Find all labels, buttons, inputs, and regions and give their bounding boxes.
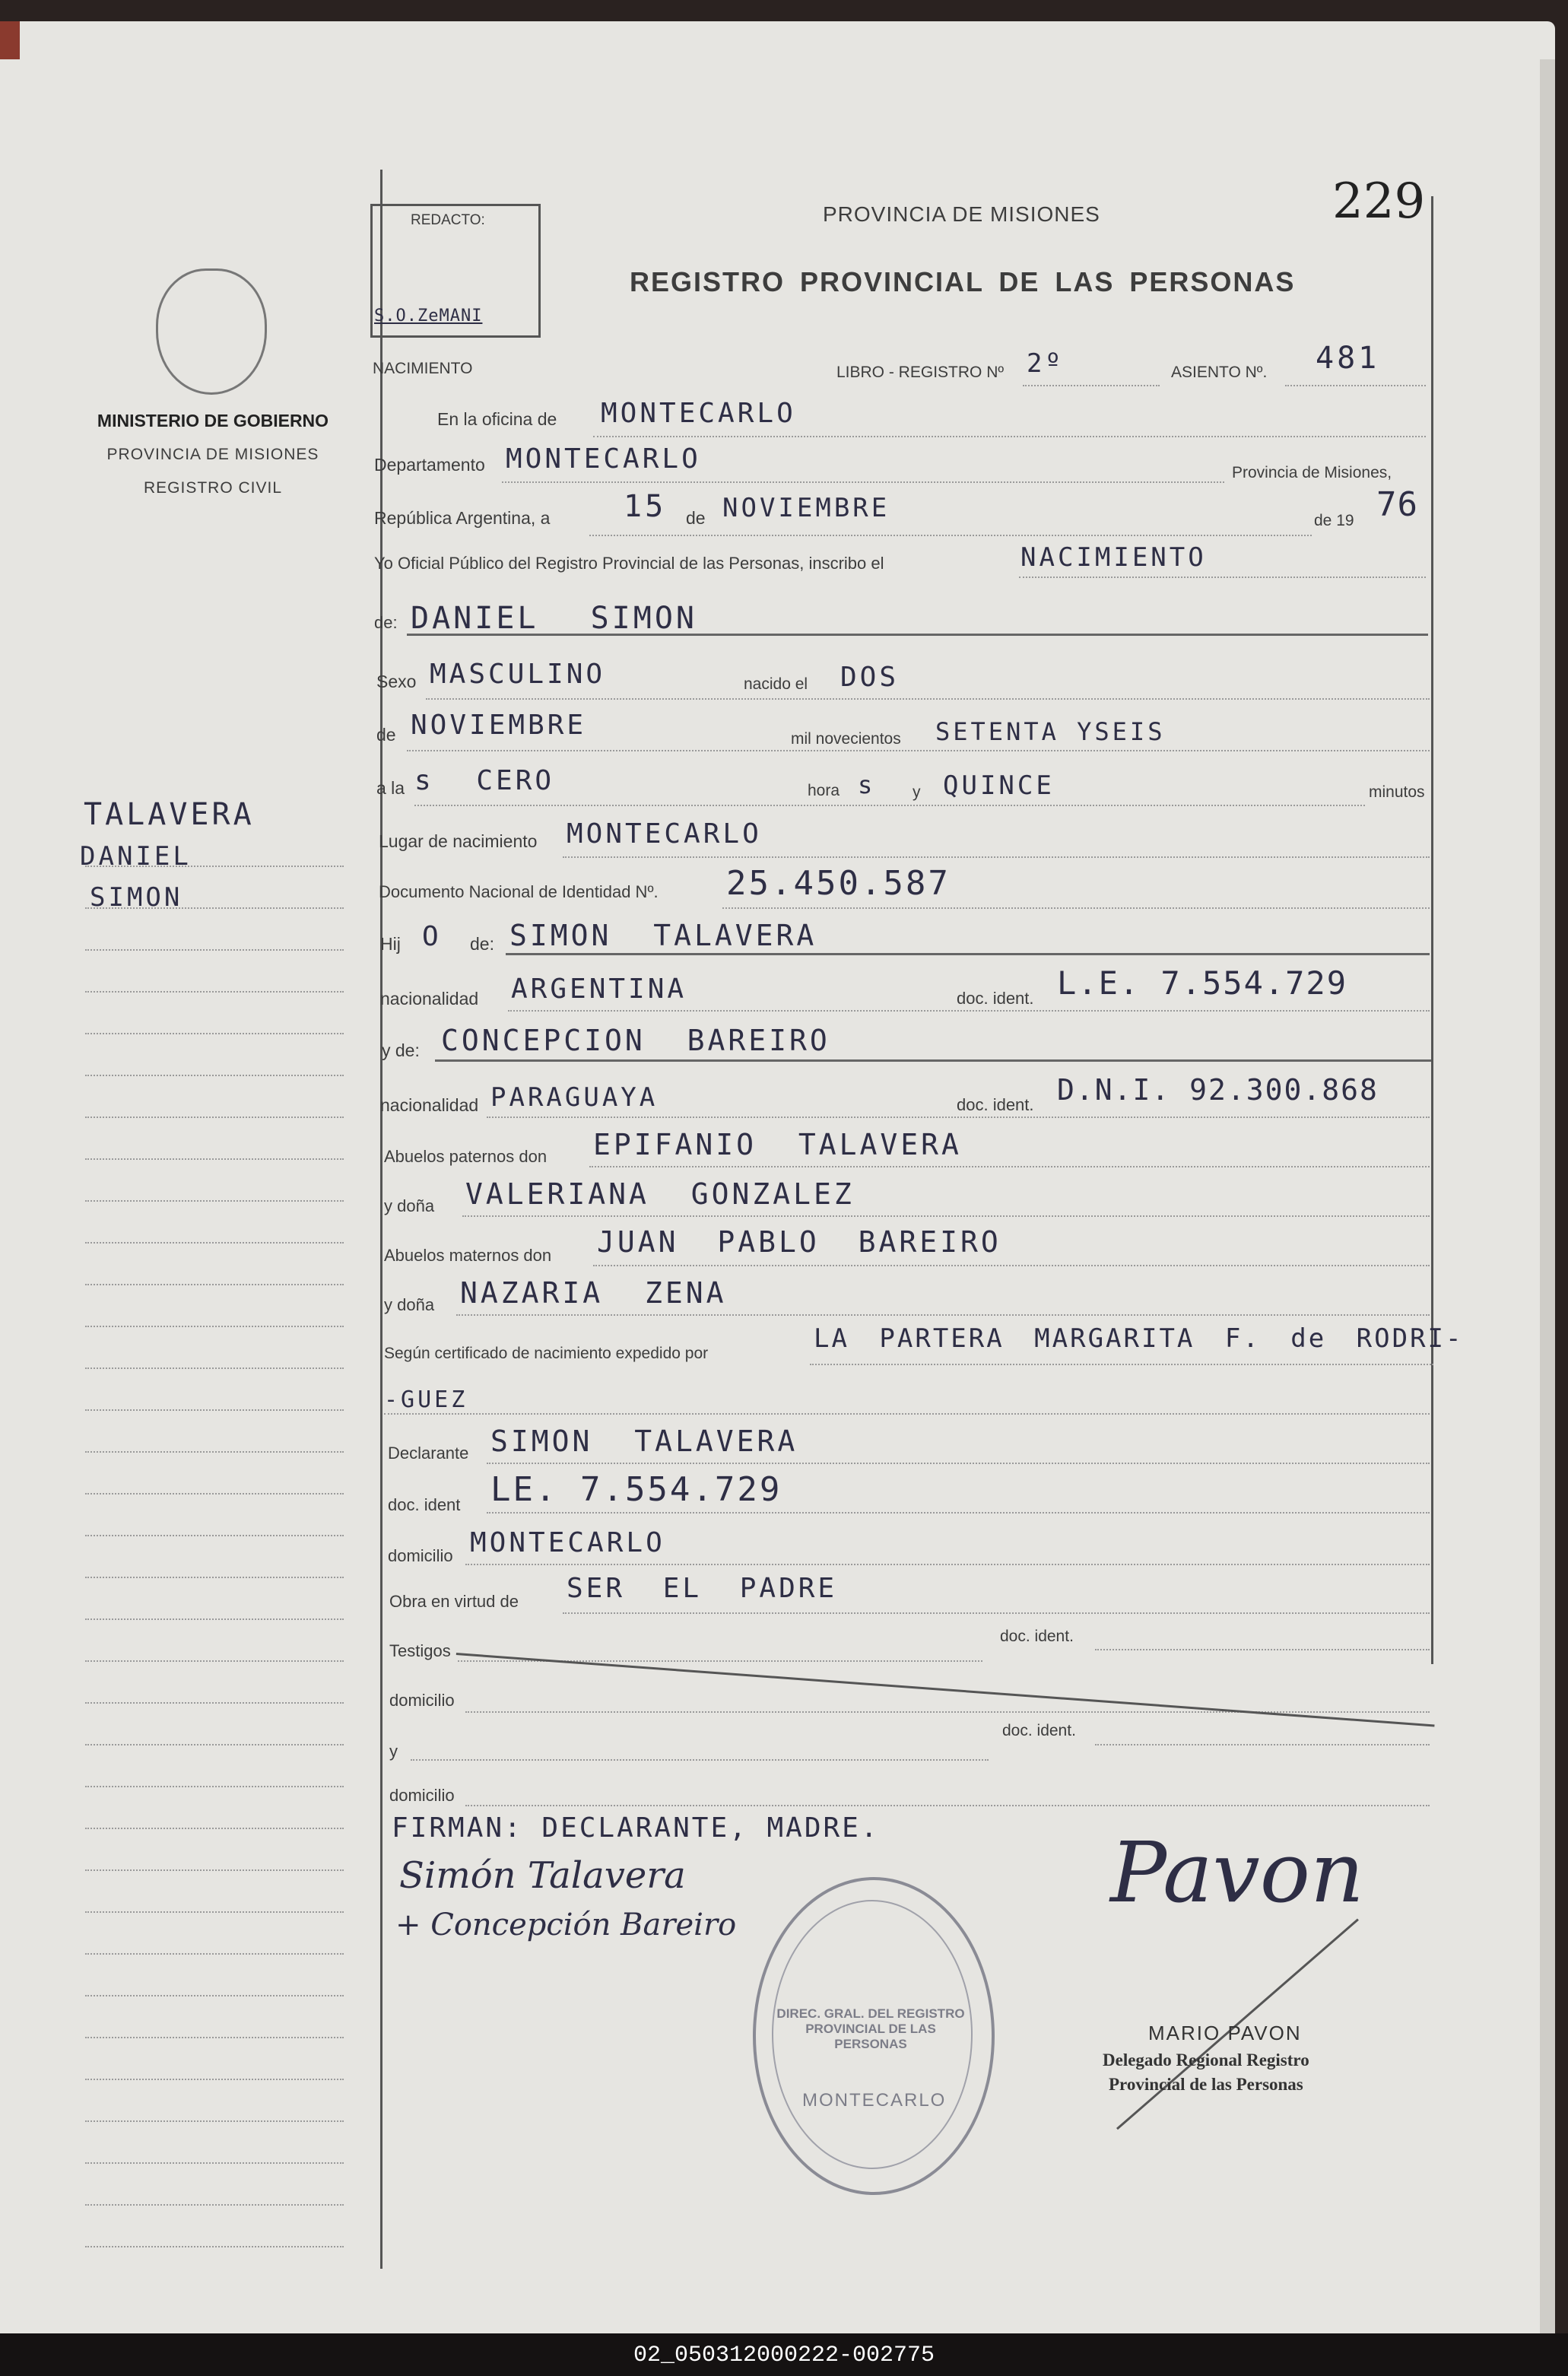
- republica-label: República Argentina, a: [374, 508, 551, 528]
- declarante-doc-label: doc. ident: [388, 1495, 461, 1514]
- sidebar-province: PROVINCIA DE MISIONES: [106, 446, 319, 463]
- abuela-materna-value: NAZARIA ZENA: [460, 1276, 727, 1310]
- right-rule: [1431, 196, 1433, 1664]
- dni-label: Documento Nacional de Identidad Nº.: [379, 882, 659, 901]
- abuelos-maternos-value: JUAN PABLO BAREIRO: [597, 1225, 1001, 1259]
- departamento-value: MONTECARLO: [506, 443, 701, 475]
- testigo-domicilio-label: domicilio: [389, 1691, 455, 1710]
- image-caption: 02_050312000222-002775: [633, 2343, 935, 2368]
- certificado-label: Según certificado de nacimiento expedido por: [384, 1345, 709, 1362]
- domicilio-label: domicilio: [388, 1546, 453, 1565]
- libro-value: 2º: [1027, 348, 1064, 379]
- de-mes-label: de: [376, 725, 396, 745]
- domicilio-value: MONTECARLO: [470, 1527, 665, 1558]
- sexo-label: Sexo: [376, 672, 417, 691]
- libro-label: LIBRO - REGISTRO Nº: [836, 364, 1005, 381]
- testigo-doc-label: doc. ident.: [1000, 1628, 1074, 1645]
- departamento-label: Departamento: [374, 455, 485, 475]
- abuela-paterna-value: VALERIANA GONZALEZ: [465, 1177, 855, 1211]
- header-province: PROVINCIA DE MISIONES: [823, 202, 1100, 226]
- sidebar-registry: REGISTRO CIVIL: [143, 479, 283, 497]
- dia-value: 15: [624, 489, 667, 524]
- padre-nacionalidad-value: ARGENTINA: [511, 974, 687, 1005]
- abuelos-paternos-value: EPIFANIO TALAVERA: [593, 1128, 962, 1161]
- page-title: REGISTRO PROVINCIAL DE LAS PERSONAS: [630, 266, 1296, 297]
- margin-rule: [380, 170, 382, 2269]
- declarante-label: Declarante: [388, 1444, 469, 1463]
- hijo-suffix: O: [422, 921, 442, 952]
- sexo-value: MASCULINO: [430, 659, 606, 690]
- de19-label: de 19: [1314, 512, 1354, 529]
- alas-label: a la: [376, 778, 405, 798]
- madre-doc-label: doc. ident.: [957, 1095, 1034, 1114]
- hora-label: hora: [808, 782, 840, 799]
- madre-value: CONCEPCION BAREIRO: [441, 1024, 830, 1057]
- hijo-de-label: de:: [470, 934, 494, 954]
- padre-nacionalidad-label: nacionalidad: [380, 989, 479, 1009]
- padre-value: SIMON TALAVERA: [509, 919, 817, 952]
- madre-nacionalidad-label: nacionalidad: [380, 1095, 479, 1115]
- abuela-materna-label: y doña: [384, 1295, 435, 1314]
- lugar-value: MONTECARLO: [567, 818, 762, 850]
- official-name: MARIO PAVON: [1148, 2022, 1302, 2044]
- margin-first-name: DANIEL: [80, 841, 192, 872]
- firman-note: FIRMAN: DECLARANTE, MADRE.: [392, 1812, 880, 1844]
- provincia-label: Provincia de Misiones,: [1232, 464, 1392, 481]
- testigo-domicilio2-label: domicilio: [389, 1786, 455, 1805]
- asiento-value: 481: [1316, 341, 1380, 376]
- stamp-text: DIREC. GRAL. DEL REGISTRO PROVINCIAL DE LAS PERSONAS: [776, 2006, 965, 2051]
- testigo-doc2-label: doc. ident.: [1002, 1722, 1076, 1739]
- inscribo-value: NACIMIENTO: [1020, 542, 1207, 573]
- nacido-mes-value: NOVIEMBRE: [411, 710, 587, 741]
- declarante-value: SIMON TALAVERA: [490, 1425, 798, 1458]
- nacido-value: DOS: [840, 662, 900, 693]
- nacido-label: nacido el: [744, 675, 808, 693]
- official-signature: Pavon: [1110, 1824, 1364, 1921]
- official-title-2: Provincial de las Personas: [1109, 2075, 1303, 2094]
- abuelos-maternos-label: Abuelos maternos don: [384, 1246, 552, 1265]
- minutos-label: minutos: [1369, 783, 1425, 801]
- hijo-label: Hij: [380, 934, 401, 954]
- obra-value: SER EL PADRE: [567, 1573, 838, 1604]
- abuelos-paternos-label: Abuelos paternos don: [384, 1147, 548, 1166]
- madre-doc-value: D.N.I. 92.300.868: [1057, 1073, 1379, 1107]
- redacto-label: REDACTO:: [411, 212, 485, 228]
- anio-value: 76: [1376, 485, 1418, 524]
- coat-of-arms-seal: [156, 268, 267, 395]
- padre-doc-label: doc. ident.: [957, 989, 1034, 1008]
- y-label: y: [913, 783, 921, 801]
- lugar-label: Lugar de nacimiento: [379, 831, 538, 851]
- declarante-doc-value: LE. 7.554.729: [490, 1470, 782, 1509]
- redacto-box: [370, 204, 541, 338]
- page-number: 229: [1332, 173, 1426, 230]
- certificado-value-cont: -GUEZ: [384, 1387, 468, 1413]
- ministry-label: MINISTERIO DE GOBIERNO: [97, 411, 329, 430]
- nombre-label: de:: [374, 613, 398, 632]
- redacto-value: S.O.ZeMANI: [374, 307, 483, 326]
- padre-doc-value: L.E. 7.554.729: [1057, 964, 1348, 1002]
- document-page: [0, 21, 1555, 2333]
- nombre-value: DANIEL SIMON: [411, 601, 697, 636]
- mil-label: mil novecientos: [791, 730, 901, 748]
- oficina-value: MONTECARLO: [601, 398, 796, 429]
- page-edge: [1540, 59, 1555, 2355]
- asiento-label: ASIENTO Nº.: [1171, 364, 1268, 381]
- nacimiento-label: NACIMIENTO: [373, 360, 473, 377]
- margin-second-name: SIMON: [90, 882, 183, 913]
- hora-suffix: s: [858, 770, 876, 799]
- strike-line: [456, 1653, 1435, 1726]
- declarant-signature: Simón Talavera: [399, 1854, 686, 1897]
- margin-surname: TALAVERA: [84, 797, 255, 832]
- dni-value: 25.450.587: [726, 864, 951, 903]
- de-label: de: [686, 508, 706, 528]
- red-tab: [0, 21, 20, 59]
- mother-signature: + Concepción Bareiro: [395, 1907, 737, 1942]
- madre-label: y de:: [382, 1040, 420, 1060]
- madre-nacionalidad-value: PARAGUAYA: [490, 1082, 659, 1113]
- mes-value: NOVIEMBRE: [722, 493, 890, 523]
- minutos-value: QUINCE: [943, 770, 1055, 801]
- testigo-y-label: y: [389, 1742, 398, 1761]
- mil-value: SETENTA YSEIS: [935, 717, 1166, 746]
- testigos-label: Testigos: [389, 1641, 451, 1660]
- oficina-label: En la oficina de: [437, 409, 557, 429]
- certificado-value: LA PARTERA MARGARITA F. de RODRI-: [814, 1323, 1464, 1354]
- obra-label: Obra en virtud de: [389, 1592, 519, 1611]
- hora-value: s CERO: [414, 765, 555, 796]
- caption-bar: [0, 2333, 1568, 2376]
- abuela-paterna-label: y doña: [384, 1196, 435, 1215]
- oficial-label: Yo Oficial Público del Registro Provincial de las Personas, inscribo el: [374, 554, 884, 573]
- stamp-city: MONTECARLO: [802, 2090, 947, 2111]
- official-title-1: Delegado Regional Registro: [1103, 2050, 1309, 2069]
